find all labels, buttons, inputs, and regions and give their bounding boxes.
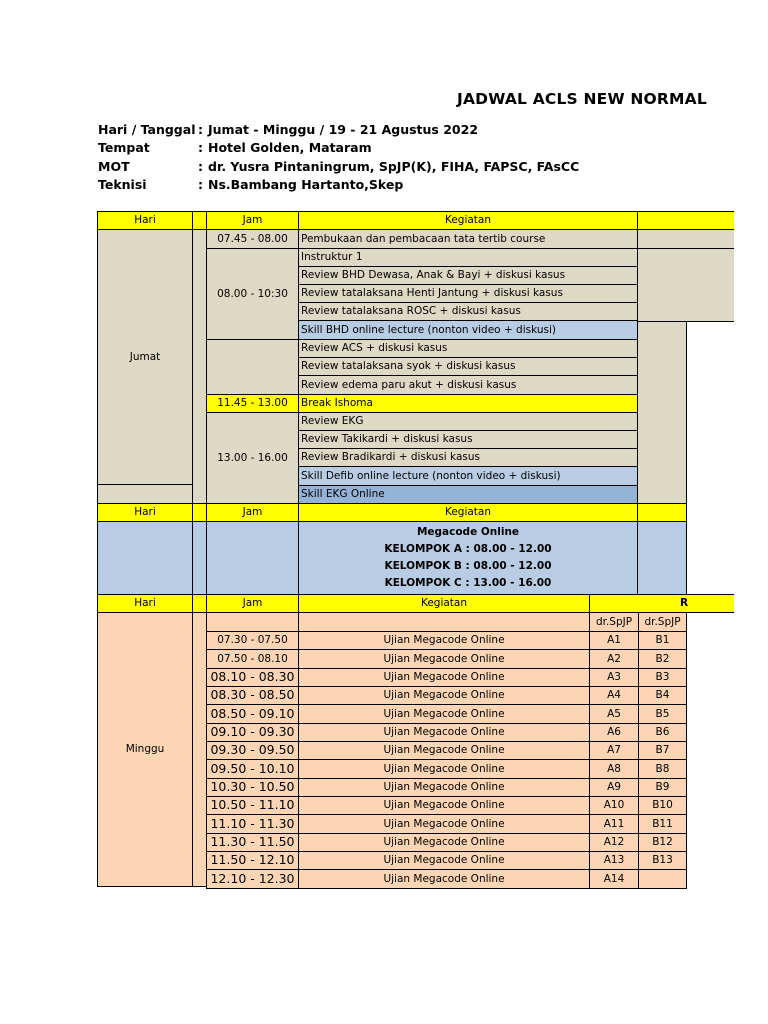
examiner-b-cell: B13 — [638, 851, 687, 870]
activity-cell-empty — [298, 612, 590, 632]
examiner-a-cell: A12 — [589, 833, 639, 852]
megacode-group-a: KELOMPOK A : 08.00 - 12.00 — [384, 543, 552, 556]
room-cell — [637, 521, 687, 595]
activity-cell: Review Bradikardi + diskusi kasus — [298, 448, 638, 467]
blank-column — [192, 612, 207, 887]
activity-cell: Review EKG — [298, 412, 638, 431]
examiner-b-cell: B5 — [638, 704, 687, 724]
examiner-a-cell: A14 — [589, 869, 639, 889]
blank-column — [192, 229, 207, 504]
examiner-b-cell: B12 — [638, 833, 687, 852]
examiner-a-cell: A4 — [589, 686, 639, 705]
room-cell — [637, 321, 687, 504]
time-cell-empty — [206, 521, 299, 595]
activity-cell: Review Takikardi + diskusi kasus — [298, 430, 638, 449]
activity-cell: Review edema paru akut + diskusi kasus — [298, 375, 638, 395]
time-cell: 10.50 - 11.10 — [206, 796, 299, 815]
time-cell: 08.50 - 09.10 — [206, 704, 299, 724]
header-hari: Hari — [97, 211, 193, 230]
examiner-b-cell: B11 — [638, 814, 687, 834]
info-value: Hotel Golden, Mataram — [208, 140, 372, 155]
examiner-header-a: dr.SpJP — [589, 612, 639, 632]
examiner-b-cell: B10 — [638, 796, 687, 815]
header-blank — [192, 211, 207, 230]
activity-cell: Ujian Megacode Online — [298, 741, 590, 760]
header-kegiatan: Kegiatan — [298, 211, 638, 230]
examiner-a-cell: A11 — [589, 814, 639, 834]
activity-cell: Ujian Megacode Online — [298, 723, 590, 742]
time-cell: 09.10 - 09.30 — [206, 723, 299, 742]
time-cell: 10.30 - 10.50 — [206, 778, 299, 797]
time-cell: 09.30 - 09.50 — [206, 741, 299, 760]
activity-cell: Ujian Megacode Online — [298, 686, 590, 705]
examiner-b-cell: B4 — [638, 686, 687, 705]
header-jam: Jam — [206, 503, 299, 522]
examiner-a-cell: A8 — [589, 759, 639, 779]
time-cell: 09.50 - 10.10 — [206, 759, 299, 779]
day-cell-jumat: Jumat — [97, 229, 193, 485]
time-cell: 07.50 - 08.10 — [206, 649, 299, 669]
time-cell-empty — [206, 612, 299, 632]
time-cell: 08.30 - 08.50 — [206, 686, 299, 705]
examiner-b-cell — [638, 869, 687, 889]
header-jam: Jam — [206, 594, 299, 613]
examiner-a-cell: A10 — [589, 796, 639, 815]
header-hari: Hari — [97, 594, 193, 613]
header-kegiatan: Kegiatan — [298, 594, 590, 613]
examiner-a-cell: A1 — [589, 631, 639, 650]
activity-cell-online: Skill EKG Online — [298, 485, 638, 504]
time-cell-empty — [206, 339, 299, 395]
examiner-b-cell: B2 — [638, 649, 687, 669]
room-cell — [637, 229, 734, 249]
examiner-b-cell: B1 — [638, 631, 687, 650]
info-label: Hari / Tanggal — [98, 122, 196, 137]
info-separator: : — [198, 140, 203, 155]
examiner-a-cell: A5 — [589, 704, 639, 724]
header-room — [637, 211, 734, 230]
header-hari: Hari — [97, 503, 193, 522]
activity-cell: Instruktur 1 — [298, 248, 638, 267]
activity-cell: Pembukaan dan pembacaan tata tertib course — [298, 229, 638, 249]
activity-cell: Ujian Megacode Online — [298, 668, 590, 687]
header-room-label: R — [680, 597, 689, 610]
activity-cell: Ujian Megacode Online — [298, 796, 590, 815]
activity-cell-online: Skill BHD online lecture (nonton video + diskusi) — [298, 320, 638, 340]
activity-cell: Review tatalaksana ROSC + diskusi kasus — [298, 302, 638, 321]
activity-cell: Ujian Megacode Online — [298, 704, 590, 724]
examiner-b-cell: B7 — [638, 741, 687, 760]
activity-cell: Ujian Megacode Online — [298, 851, 590, 870]
activity-cell: Ujian Megacode Online — [298, 649, 590, 669]
activity-cell: Ujian Megacode Online — [298, 778, 590, 797]
activity-cell-break: Break Ishoma — [298, 394, 638, 413]
header-blank — [192, 503, 207, 522]
time-cell-break: 11.45 - 13.00 — [206, 394, 299, 413]
time-cell: 07.45 - 08.00 — [206, 229, 299, 249]
header-room-partial — [589, 594, 734, 613]
day-cell-extra — [97, 484, 193, 504]
info-separator: : — [198, 159, 203, 174]
examiner-a-cell: A2 — [589, 649, 639, 669]
header-kegiatan: Kegiatan — [298, 503, 638, 522]
examiner-a-cell: A9 — [589, 778, 639, 797]
activity-cell: Ujian Megacode Online — [298, 631, 590, 650]
time-cell: 11.50 - 12.10 — [206, 851, 299, 870]
examiner-b-cell: B9 — [638, 778, 687, 797]
examiner-header-b: dr.SpJP — [638, 612, 687, 632]
examiner-a-cell: A6 — [589, 723, 639, 742]
activity-cell: Review tatalaksana Henti Jantung + diskusi kasus — [298, 284, 638, 303]
blank-column — [192, 521, 207, 595]
info-separator: : — [198, 177, 203, 192]
header-jam: Jam — [206, 211, 299, 230]
activity-cell: Review BHD Dewasa, Anak & Bayi + diskusi kasus — [298, 266, 638, 285]
time-cell: 07.30 - 07.50 — [206, 631, 299, 650]
megacode-title: Megacode Online — [416, 526, 520, 539]
activity-cell: Ujian Megacode Online — [298, 869, 590, 889]
time-cell: 11.10 - 11.30 — [206, 814, 299, 834]
megacode-group-b: KELOMPOK B : 08.00 - 12.00 — [384, 560, 552, 573]
activity-cell: Ujian Megacode Online — [298, 759, 590, 779]
info-value: Ns.Bambang Hartanto,Skep — [208, 177, 404, 192]
time-cell: 08.10 - 08.30 — [206, 668, 299, 687]
examiner-a-cell: A7 — [589, 741, 639, 760]
info-label: Tempat — [98, 140, 150, 155]
room-cell — [637, 248, 734, 322]
megacode-group-c: KELOMPOK C : 13.00 - 16.00 — [384, 577, 552, 590]
examiner-b-cell: B3 — [638, 668, 687, 687]
time-cell: 12.10 - 12.30 — [206, 869, 299, 889]
activity-cell: Ujian Megacode Online — [298, 833, 590, 852]
examiner-b-cell: B8 — [638, 759, 687, 779]
header-room — [637, 503, 687, 522]
info-value: dr. Yusra Pintaningrum, SpJP(K), FIHA, FAPSC, FAsCC — [208, 159, 580, 174]
activity-cell: Review ACS + diskusi kasus — [298, 339, 638, 358]
activity-cell: Ujian Megacode Online — [298, 814, 590, 834]
info-label: MOT — [98, 159, 130, 174]
info-separator: : — [198, 122, 203, 137]
day-cell-megacode — [97, 521, 193, 595]
megacode-info-block — [298, 521, 638, 595]
examiner-a-cell: A13 — [589, 851, 639, 870]
info-value: Jumat - Minggu / 19 - 21 Agustus 2022 — [208, 122, 479, 137]
info-label: Teknisi — [98, 177, 147, 192]
examiner-b-cell: B6 — [638, 723, 687, 742]
time-cell: 13.00 - 16.00 — [206, 412, 299, 504]
activity-cell-online: Skill Defib online lecture (nonton video + diskusi) — [298, 466, 638, 486]
time-cell: 11.30 - 11.50 — [206, 833, 299, 852]
examiner-a-cell: A3 — [589, 668, 639, 687]
page-title: JADWAL ACLS NEW NORMAL — [457, 90, 707, 108]
header-blank — [192, 594, 207, 613]
time-cell: 08.00 - 10:30 — [206, 248, 299, 340]
day-cell-minggu: Minggu — [97, 612, 193, 887]
activity-cell: Review tatalaksana syok + diskusi kasus — [298, 357, 638, 376]
